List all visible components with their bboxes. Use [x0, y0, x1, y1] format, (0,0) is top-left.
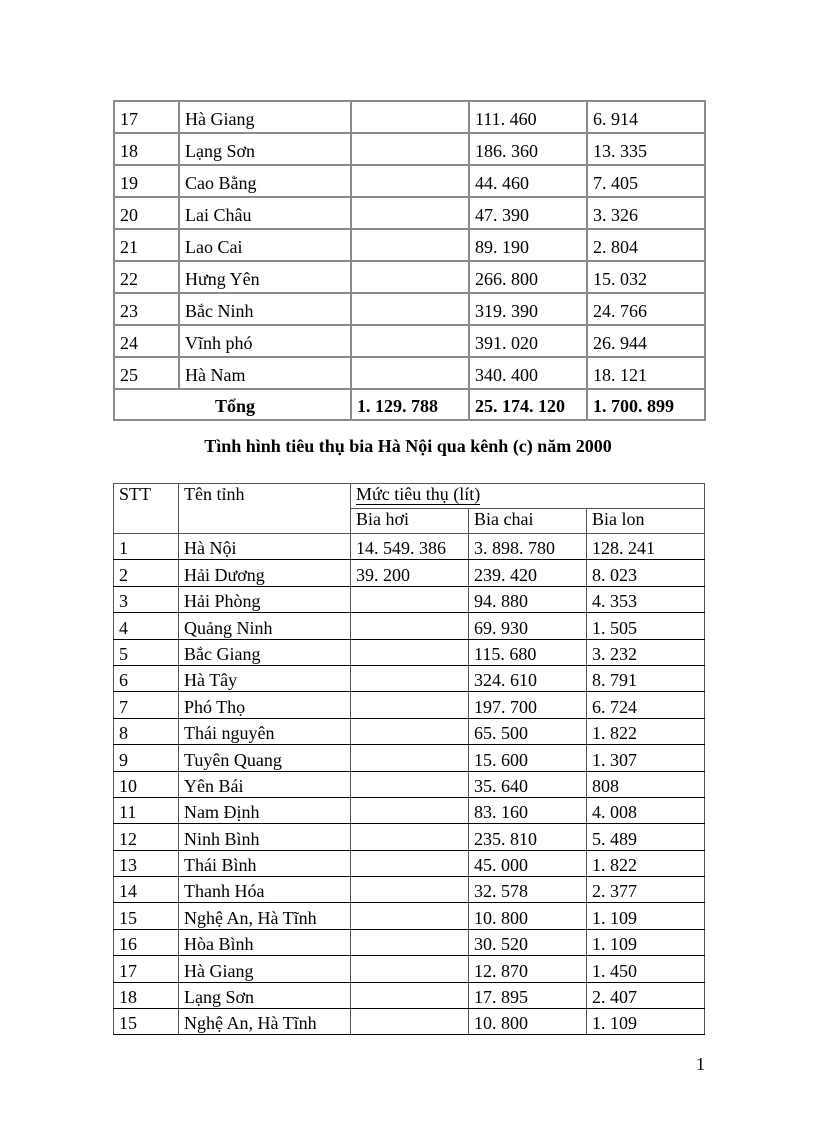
cell-province: Nghệ An, Hà Tĩnh: [179, 1009, 351, 1035]
cell-province: Quảng Ninh: [179, 613, 351, 639]
cell-draft-beer: [351, 824, 469, 850]
cell-stt: 25: [114, 357, 179, 389]
cell-bottled-beer: 12. 870: [469, 956, 587, 982]
cell-draft-beer: [351, 261, 469, 293]
cell-province: Yên Bái: [179, 771, 351, 797]
cell-province: Hưng Yên: [179, 261, 351, 293]
cell-canned-beer: 8. 023: [587, 560, 705, 586]
cell-stt: 15: [114, 1009, 179, 1035]
cell-stt: 11: [114, 797, 179, 823]
cell-canned-beer: 24. 766: [587, 293, 705, 325]
cell-bottled-beer: 340. 400: [469, 357, 587, 389]
table-row: [114, 982, 705, 1008]
total-canned-beer: 1. 700. 899: [587, 389, 705, 420]
cell-stt: 18: [114, 982, 179, 1008]
total-row: [114, 389, 705, 420]
table-row: [114, 229, 705, 261]
header-bottled-beer: Bia chai: [469, 509, 587, 534]
total-bottled-beer: 25. 174. 120: [469, 389, 587, 420]
table-row: [114, 1009, 705, 1035]
cell-bottled-beer: 10. 800: [469, 1009, 587, 1035]
cell-province: Thái Bình: [179, 850, 351, 876]
cell-canned-beer: 2. 377: [587, 877, 705, 903]
table-row: [114, 165, 705, 197]
cell-province: Thái nguyên: [179, 718, 351, 744]
cell-draft-beer: [351, 665, 469, 691]
cell-draft-beer: 14. 549. 386: [351, 534, 469, 560]
cell-canned-beer: 1. 109: [587, 903, 705, 929]
table-row: [114, 850, 705, 876]
cell-stt: 10: [114, 771, 179, 797]
cell-draft-beer: [351, 357, 469, 389]
cell-province: Nam Định: [179, 797, 351, 823]
header-consumption-group: Mức tiêu thụ (lít): [351, 484, 705, 509]
cell-draft-beer: [351, 797, 469, 823]
cell-canned-beer: 1. 109: [587, 929, 705, 955]
cell-stt: 1: [114, 534, 179, 560]
cell-province: Lạng Sơn: [179, 133, 351, 165]
table-row: [114, 534, 705, 560]
table-row: [114, 956, 705, 982]
cell-stt: 24: [114, 325, 179, 357]
cell-stt: 8: [114, 718, 179, 744]
table-row: [114, 133, 705, 165]
cell-canned-beer: 1. 505: [587, 613, 705, 639]
cell-draft-beer: [351, 133, 469, 165]
table-row: [114, 560, 705, 586]
cell-stt: 6: [114, 665, 179, 691]
cell-draft-beer: [351, 229, 469, 261]
table-row: [114, 357, 705, 389]
cell-province: Vĩnh phó: [179, 325, 351, 357]
table-row: [114, 261, 705, 293]
cell-province: Hải Dương: [179, 560, 351, 586]
consumption-table-continued: [113, 100, 706, 421]
cell-draft-beer: [351, 293, 469, 325]
cell-province: Hà Tây: [179, 665, 351, 691]
cell-draft-beer: [351, 877, 469, 903]
cell-canned-beer: 15. 032: [587, 261, 705, 293]
cell-stt: 2: [114, 560, 179, 586]
cell-province: Cao Bằng: [179, 165, 351, 197]
cell-stt: 17: [114, 101, 179, 133]
total-draft-beer: 1. 129. 788: [351, 389, 469, 420]
cell-bottled-beer: 239. 420: [469, 560, 587, 586]
table-row: [114, 613, 705, 639]
cell-stt: 3: [114, 586, 179, 612]
cell-bottled-beer: 35. 640: [469, 771, 587, 797]
table-row: [114, 586, 705, 612]
table-row: [114, 639, 705, 665]
cell-province: Hà Nội: [179, 534, 351, 560]
cell-bottled-beer: 10. 800: [469, 903, 587, 929]
cell-stt: 13: [114, 850, 179, 876]
table-row: [114, 293, 705, 325]
cell-draft-beer: [351, 982, 469, 1008]
cell-canned-beer: 3. 232: [587, 639, 705, 665]
cell-bottled-beer: 83. 160: [469, 797, 587, 823]
cell-bottled-beer: 235. 810: [469, 824, 587, 850]
table-row: [114, 929, 705, 955]
cell-bottled-beer: 15. 600: [469, 745, 587, 771]
table-row: [114, 101, 705, 133]
total-label: Tổng: [114, 389, 351, 420]
cell-stt: 23: [114, 293, 179, 325]
cell-canned-beer: 26. 944: [587, 325, 705, 357]
cell-province: Bắc Giang: [179, 639, 351, 665]
cell-bottled-beer: 324. 610: [469, 665, 587, 691]
header-province: Tên tỉnh: [179, 484, 351, 534]
cell-province: Hà Giang: [179, 101, 351, 133]
cell-draft-beer: [351, 101, 469, 133]
cell-bottled-beer: 89. 190: [469, 229, 587, 261]
cell-canned-beer: 5. 489: [587, 824, 705, 850]
table-row: [114, 771, 705, 797]
cell-stt: 18: [114, 133, 179, 165]
cell-province: Lai Châu: [179, 197, 351, 229]
cell-bottled-beer: 3. 898. 780: [469, 534, 587, 560]
cell-province: Phó Thọ: [179, 692, 351, 718]
cell-stt: 21: [114, 229, 179, 261]
table-row: [114, 197, 705, 229]
cell-canned-beer: 1. 109: [587, 1009, 705, 1035]
cell-stt: 14: [114, 877, 179, 903]
header-draft-beer: Bia hơi: [351, 509, 469, 534]
cell-province: Hải Phòng: [179, 586, 351, 612]
cell-canned-beer: 808: [587, 771, 705, 797]
cell-bottled-beer: 32. 578: [469, 877, 587, 903]
cell-canned-beer: 1. 822: [587, 850, 705, 876]
cell-bottled-beer: 69. 930: [469, 613, 587, 639]
cell-province: Thanh Hóa: [179, 877, 351, 903]
cell-canned-beer: 4. 008: [587, 797, 705, 823]
cell-stt: 15: [114, 903, 179, 929]
cell-province: Hòa Bình: [179, 929, 351, 955]
table-title: Tình hình tiêu thụ bia Hà Nội qua kênh (c) năm 2000: [204, 436, 612, 456]
cell-canned-beer: 3. 326: [587, 197, 705, 229]
cell-stt: 12: [114, 824, 179, 850]
table-row: [114, 665, 705, 691]
cell-bottled-beer: 47. 390: [469, 197, 587, 229]
cell-canned-beer: 13. 335: [587, 133, 705, 165]
cell-draft-beer: [351, 745, 469, 771]
header-canned-beer: Bia lon: [587, 509, 705, 534]
cell-stt: 5: [114, 639, 179, 665]
cell-bottled-beer: 111. 460: [469, 101, 587, 133]
cell-bottled-beer: 319. 390: [469, 293, 587, 325]
cell-bottled-beer: 266. 800: [469, 261, 587, 293]
cell-stt: 17: [114, 956, 179, 982]
cell-bottled-beer: 197. 700: [469, 692, 587, 718]
cell-stt: 16: [114, 929, 179, 955]
cell-canned-beer: 18. 121: [587, 357, 705, 389]
cell-canned-beer: 1. 307: [587, 745, 705, 771]
cell-canned-beer: 4. 353: [587, 586, 705, 612]
cell-draft-beer: [351, 771, 469, 797]
cell-bottled-beer: 391. 020: [469, 325, 587, 357]
cell-canned-beer: 6. 914: [587, 101, 705, 133]
table-row: [114, 797, 705, 823]
page-number: 1: [696, 1054, 705, 1074]
cell-canned-beer: 7. 405: [587, 165, 705, 197]
table-row: [114, 718, 705, 744]
cell-bottled-beer: 115. 680: [469, 639, 587, 665]
cell-stt: 4: [114, 613, 179, 639]
cell-bottled-beer: 94. 880: [469, 586, 587, 612]
cell-canned-beer: 1. 822: [587, 718, 705, 744]
header-stt: STT: [114, 484, 179, 534]
cell-draft-beer: [351, 929, 469, 955]
table-row: [114, 877, 705, 903]
table-row: [114, 824, 705, 850]
cell-bottled-beer: 186. 360: [469, 133, 587, 165]
cell-draft-beer: [351, 165, 469, 197]
cell-bottled-beer: 44. 460: [469, 165, 587, 197]
table-row: [114, 745, 705, 771]
cell-canned-beer: 2. 407: [587, 982, 705, 1008]
cell-draft-beer: [351, 639, 469, 665]
table-row: [114, 903, 705, 929]
cell-draft-beer: [351, 718, 469, 744]
cell-draft-beer: [351, 850, 469, 876]
cell-draft-beer: [351, 197, 469, 229]
cell-draft-beer: [351, 613, 469, 639]
cell-draft-beer: [351, 903, 469, 929]
cell-canned-beer: 128. 241: [587, 534, 705, 560]
cell-bottled-beer: 45. 000: [469, 850, 587, 876]
cell-province: Hà Giang: [179, 956, 351, 982]
cell-province: Lạng Sơn: [179, 982, 351, 1008]
cell-province: Lao Cai: [179, 229, 351, 261]
cell-province: Ninh Bình: [179, 824, 351, 850]
header-row-1: [114, 484, 705, 509]
cell-stt: 22: [114, 261, 179, 293]
cell-draft-beer: [351, 1009, 469, 1035]
cell-canned-beer: 6. 724: [587, 692, 705, 718]
cell-province: Bắc Ninh: [179, 293, 351, 325]
table-row: [114, 325, 705, 357]
consumption-table-2000: [113, 483, 705, 1035]
cell-bottled-beer: 17. 895: [469, 982, 587, 1008]
cell-draft-beer: [351, 692, 469, 718]
cell-canned-beer: 2. 804: [587, 229, 705, 261]
cell-canned-beer: 1. 450: [587, 956, 705, 982]
table-row: [114, 692, 705, 718]
cell-bottled-beer: 65. 500: [469, 718, 587, 744]
cell-stt: 9: [114, 745, 179, 771]
cell-province: Nghệ An, Hà Tĩnh: [179, 903, 351, 929]
cell-bottled-beer: 30. 520: [469, 929, 587, 955]
cell-stt: 19: [114, 165, 179, 197]
cell-stt: 20: [114, 197, 179, 229]
cell-province: Hà Nam: [179, 357, 351, 389]
cell-province: Tuyên Quang: [179, 745, 351, 771]
cell-canned-beer: 8. 791: [587, 665, 705, 691]
cell-draft-beer: [351, 956, 469, 982]
cell-stt: 7: [114, 692, 179, 718]
cell-draft-beer: 39. 200: [351, 560, 469, 586]
cell-draft-beer: [351, 325, 469, 357]
cell-draft-beer: [351, 586, 469, 612]
